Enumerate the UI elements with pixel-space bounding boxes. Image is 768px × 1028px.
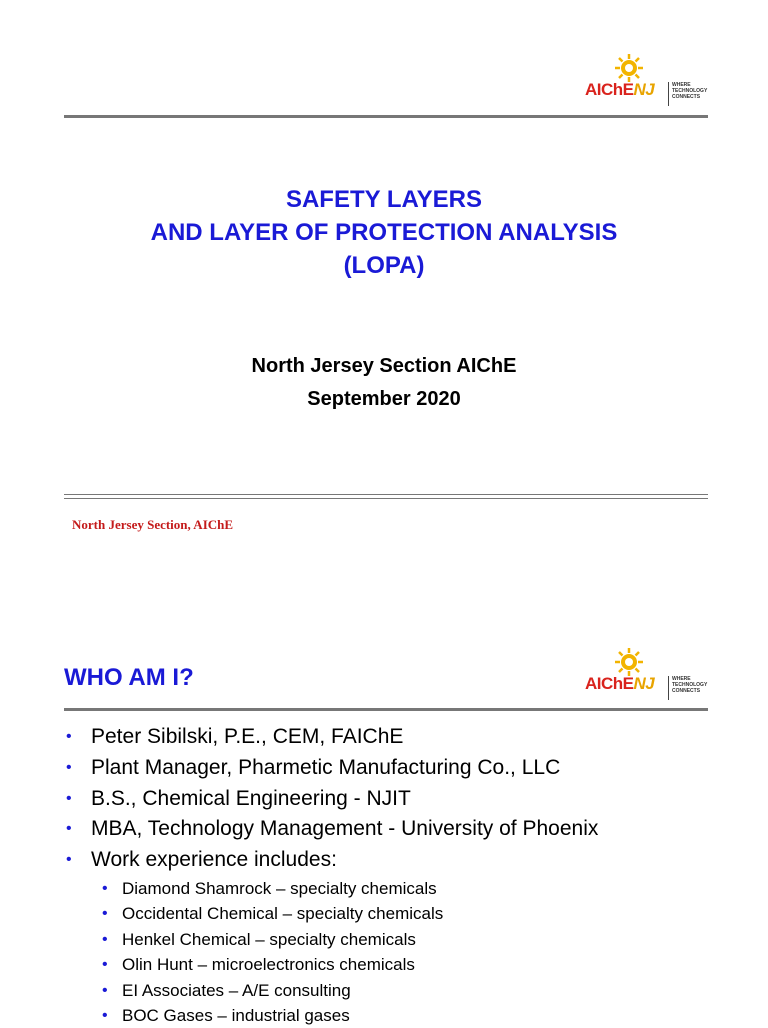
sun-icon: [615, 648, 643, 676]
slide-heading: WHO AM I?: [64, 664, 194, 691]
list-item: • Work experience includes:: [64, 845, 598, 876]
footer-rule-top: [64, 494, 708, 495]
list-item: • Henkel Chemical – specialty chemicals: [102, 927, 443, 952]
logo-brand: AIChENJ: [585, 674, 655, 693]
organization-name: North Jersey Section AIChE: [251, 355, 517, 377]
footer-rule-bottom: [64, 498, 708, 499]
aiche-nj-logo: [585, 648, 715, 704]
slide-title-line-1: SAFETY LAYERS: [285, 186, 483, 213]
list-item: • Olin Hunt – microelectronics chemicals: [102, 952, 443, 977]
list-item: • Occidental Chemical – specialty chemicals: [102, 901, 443, 926]
list-item: • MBA, Technology Management - University of Phoenix: [64, 814, 598, 845]
list-item: • BOC Gases – industrial gases: [102, 1003, 443, 1028]
logo-brand: AIChENJ: [585, 80, 655, 99]
aiche-nj-logo: [585, 54, 715, 110]
heading-rule: [64, 708, 708, 711]
experience-list: [102, 876, 443, 1028]
list-item: • B.S., Chemical Engineering - NJIT: [64, 784, 598, 815]
sun-icon: [615, 54, 643, 82]
list-item: • Diamond Shamrock – specialty chemicals: [102, 876, 443, 901]
slide-title-line-3: (LOPA): [343, 252, 425, 279]
list-item: • Plant Manager, Pharmetic Manufacturing Co., LLC: [64, 753, 598, 784]
slide-footer: North Jersey Section, AIChE: [72, 517, 234, 532]
bio-list: [64, 722, 598, 876]
header-rule: [64, 115, 708, 118]
list-item: • EI Associates – A/E consulting: [102, 978, 443, 1003]
logo-tagline: WHERE TECHNOLOGY CONNECTS: [672, 676, 708, 694]
list-item: • Peter Sibilski, P.E., CEM, FAIChE: [64, 722, 598, 753]
slide-title-line-2: AND LAYER OF PROTECTION ANALYSIS: [150, 219, 618, 246]
presentation-date: September 2020: [307, 388, 461, 410]
logo-tagline: WHERE TECHNOLOGY CONNECTS: [672, 82, 708, 100]
